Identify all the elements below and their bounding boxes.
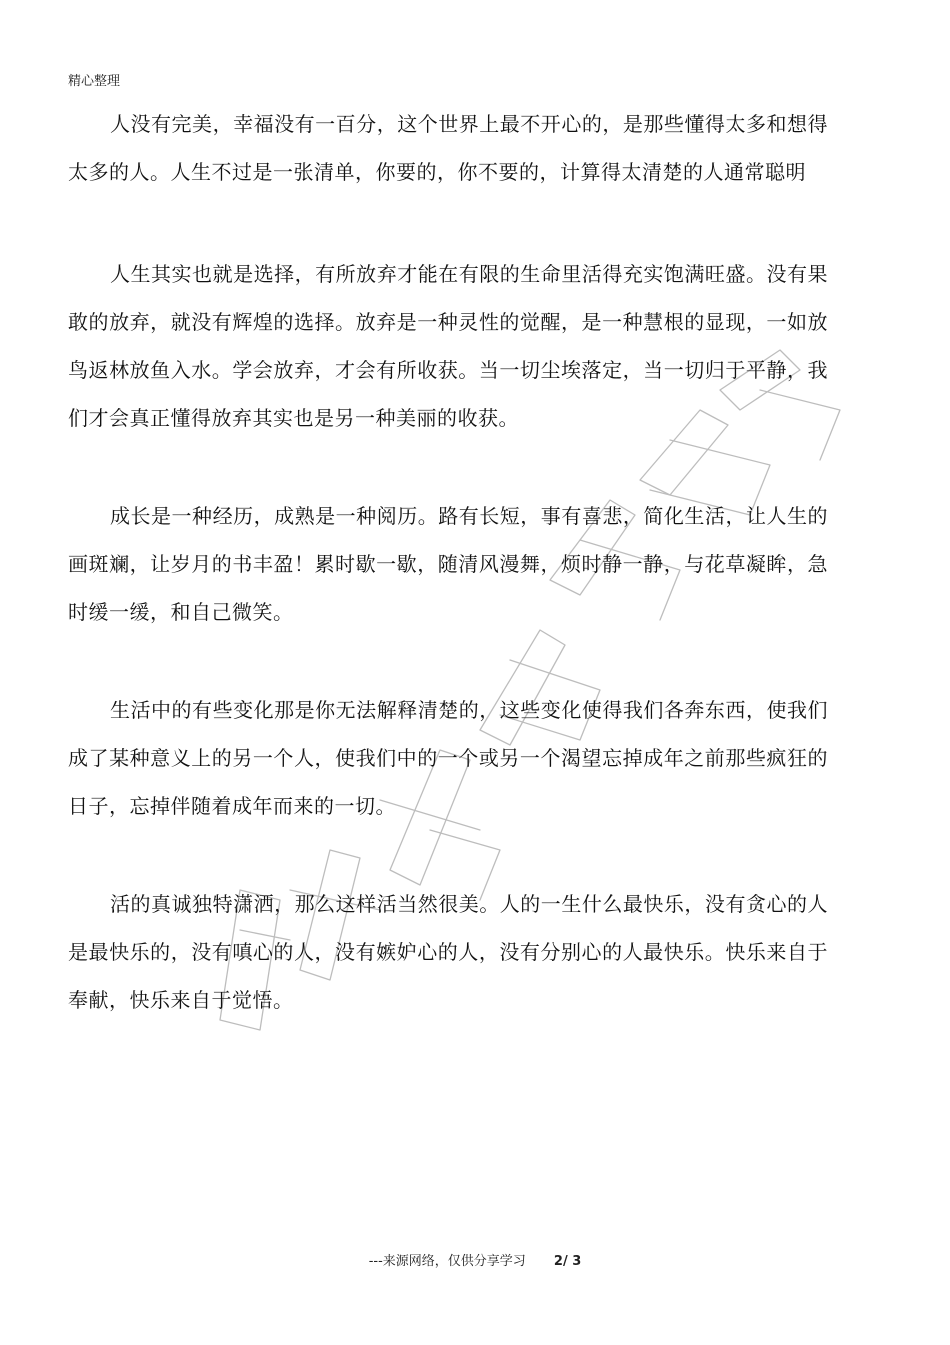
header-label: 精心整理 [68, 74, 121, 89]
paragraph-3: 成长是一种经历，成熟是一种阅历。路有长短，事有喜悲，简化生活，让人生的画斑斓，让岁月的书丰盈！累时歇一歇，随清风漫舞，烦时静一静，与花草凝眸，急时缓一缓，和自己微笑。 [68, 504, 828, 624]
footer-source: ---来源网络，仅供分享学习 [368, 1254, 526, 1269]
paragraph-4: 生活中的有些变化那是你无法解释清楚的，这些变化使得我们各奔东西，使我们成了某种意义上的另一个人，使我们中的一个或另一个渴望忘掉成年之前那些疯狂的日子，忘掉伴随着成年而来的一切。 [68, 698, 828, 818]
page-number: 2/ 3 [553, 1254, 582, 1269]
main-content [68, 100, 828, 1024]
paragraph-5: 活的真诚独特潇洒，那么这样活当然很美。人的一生什么最快乐，没有贪心的人是最快乐的，没有嗔心的人，没有嫉妒心的人，没有分别心的人最快乐。快乐来自于奉献，快乐来自于觉悟。 [68, 892, 828, 1012]
page-footer [0, 1250, 950, 1269]
paragraph-2: 人生其实也就是选择，有所放弃才能在有限的生命里活得充实饱满旺盛。没有果敢的放弃，就没有辉煌的选择。放弃是一种灵性的觉醒，是一种慧根的显现，一如放鸟返林放鱼入水。学会放弃，才会有所收获。当一切尘埃落定，当一切归于平静，我们才会真正懂得放弃其实也是另一种美丽的收获。 [68, 262, 828, 430]
paragraph-1: 人没有完美，幸福没有一百分，这个世界上最不开心的，是那些懂得太多和想得太多的人。人生不过是一张清单，你要的，你不要的，计算得太清楚的人通常聪明 [68, 112, 828, 184]
